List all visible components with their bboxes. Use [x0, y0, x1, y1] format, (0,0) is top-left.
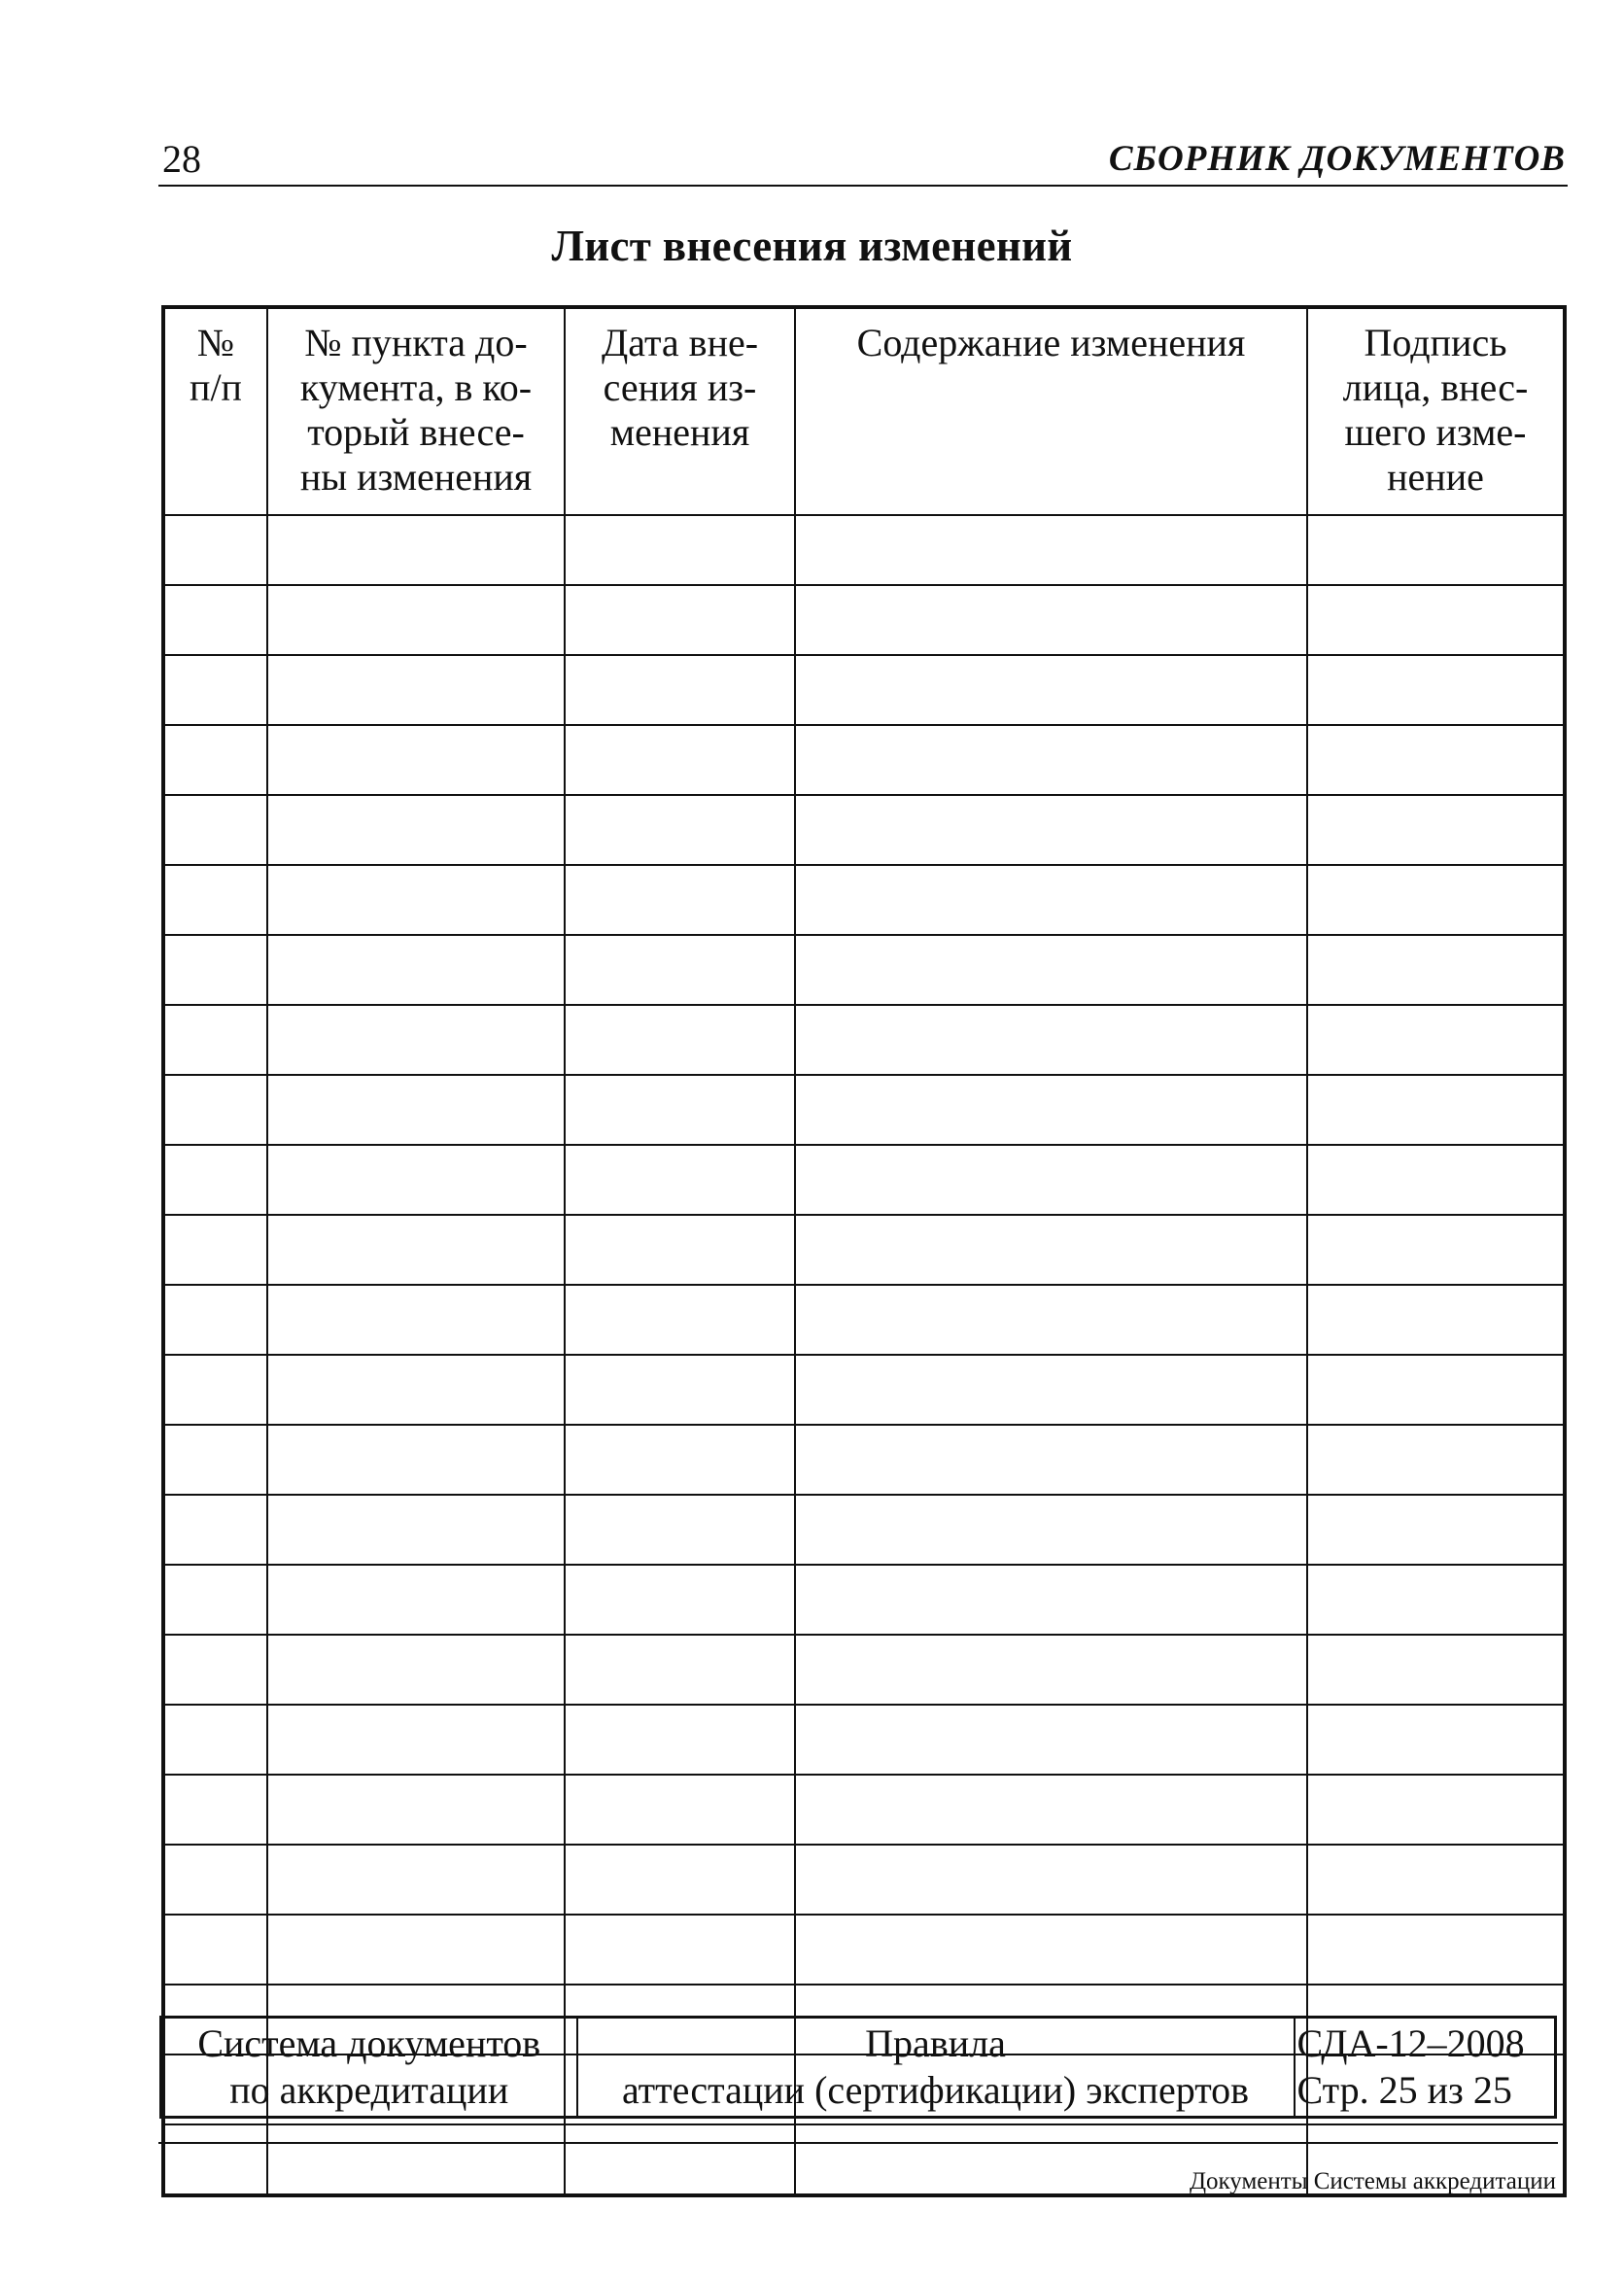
- table-cell: [267, 1425, 565, 1495]
- table-cell: [565, 1145, 795, 1215]
- table-cell: [163, 1215, 267, 1285]
- table-cell: [795, 1915, 1307, 1985]
- table-cell: [795, 1705, 1307, 1775]
- table-cell: [267, 2124, 565, 2195]
- table-row: [163, 585, 1565, 655]
- table-cell: [565, 2124, 795, 2195]
- table-cell: [795, 935, 1307, 1005]
- table-cell: [267, 1355, 565, 1425]
- table-cell: [795, 585, 1307, 655]
- table-cell: [795, 1635, 1307, 1705]
- table-cell: [795, 1565, 1307, 1635]
- table-cell: [795, 1845, 1307, 1915]
- table-cell: [163, 655, 267, 725]
- table-cell: [267, 515, 565, 585]
- column-header-number: № п/п: [163, 307, 267, 515]
- table-row: [163, 655, 1565, 725]
- page-title: Лист внесения изменений: [551, 222, 1073, 270]
- table-cell: [565, 935, 795, 1005]
- table-cell: [163, 1495, 267, 1565]
- table-cell: [267, 1845, 565, 1915]
- table-cell: [1307, 1635, 1565, 1705]
- table-cell: [163, 1635, 267, 1705]
- table-cell: [565, 1215, 795, 1285]
- table-body: [163, 515, 1565, 2195]
- header-rule: [158, 185, 1568, 187]
- table-cell: [163, 865, 267, 935]
- table-cell: [565, 1775, 795, 1845]
- table-cell: [267, 1705, 565, 1775]
- table-cell: [1307, 515, 1565, 585]
- table-cell: [565, 725, 795, 795]
- document-footer-block: [159, 2016, 1557, 2119]
- table-row: [163, 1845, 1565, 1915]
- table-row: [163, 1425, 1565, 1495]
- column-header-signature: Подпись лица, внес- шего изме- нение: [1307, 307, 1565, 515]
- table-cell: [795, 1425, 1307, 1495]
- table-cell: [1307, 935, 1565, 1005]
- table-cell: [1307, 725, 1565, 795]
- table-cell: [795, 1075, 1307, 1145]
- table-cell: [795, 1215, 1307, 1285]
- table-cell: [267, 1215, 565, 1285]
- table-cell: [267, 1145, 565, 1215]
- column-header-date: Дата вне- сения из- менения: [565, 307, 795, 515]
- table-cell: [1307, 1845, 1565, 1915]
- table-row: [163, 1705, 1565, 1775]
- change-log-table: [161, 305, 1567, 2197]
- table-cell: [565, 585, 795, 655]
- table-row: [163, 795, 1565, 865]
- table-cell: [267, 1775, 565, 1845]
- table-cell: [795, 1145, 1307, 1215]
- table-cell: [163, 1425, 267, 1495]
- table-cell: [565, 1915, 795, 1985]
- table-cell: [565, 1845, 795, 1915]
- table-cell: [795, 795, 1307, 865]
- table-cell: [163, 1705, 267, 1775]
- column-header-clause: № пункта до- кумента, в ко- торый внесе- ны изменения: [267, 307, 565, 515]
- table-cell: [267, 585, 565, 655]
- table-cell: [565, 515, 795, 585]
- table-cell: [1307, 585, 1565, 655]
- table-cell: [163, 795, 267, 865]
- table-header-row: [163, 307, 1565, 515]
- running-head: СБОРНИК ДОКУМЕНТОВ: [1108, 139, 1566, 179]
- table-cell: [565, 1635, 795, 1705]
- table-cell: [267, 655, 565, 725]
- table-cell: [267, 935, 565, 1005]
- page-number: 28: [162, 137, 201, 181]
- table-cell: [1307, 1005, 1565, 1075]
- table-cell: [163, 1145, 267, 1215]
- table-cell: [1307, 1145, 1565, 1215]
- table-row: [163, 935, 1565, 1005]
- table-cell: [163, 1355, 267, 1425]
- table-cell: [565, 1285, 795, 1355]
- table-row: [163, 725, 1565, 795]
- table-cell: [1307, 795, 1565, 865]
- table-cell: [163, 1005, 267, 1075]
- table-row: [163, 1285, 1565, 1355]
- column-header-content: Содержание изменения: [795, 307, 1307, 515]
- table-cell: [163, 1775, 267, 1845]
- footer-document-code: СДА-12–2008 Стр. 25 из 25: [1295, 2018, 1556, 2118]
- table-cell: [267, 1005, 565, 1075]
- table-cell: [163, 725, 267, 795]
- table-cell: [163, 585, 267, 655]
- table-cell: [1307, 1915, 1565, 1985]
- table-row: [163, 1215, 1565, 1285]
- table-cell: [163, 1845, 267, 1915]
- table-cell: [565, 1005, 795, 1075]
- table-cell: [1307, 1355, 1565, 1425]
- table-cell: [163, 1565, 267, 1635]
- table-cell: [1307, 1705, 1565, 1775]
- table-cell: [1307, 1285, 1565, 1355]
- table-cell: [267, 1915, 565, 1985]
- table-row: [163, 1145, 1565, 1215]
- table-cell: [565, 655, 795, 725]
- table-cell: [565, 865, 795, 935]
- table-cell: [565, 795, 795, 865]
- table-row: [163, 1635, 1565, 1705]
- table-cell: [267, 1565, 565, 1635]
- table-cell: [163, 2124, 267, 2195]
- table-cell: [1307, 1495, 1565, 1565]
- table-row: [163, 1075, 1565, 1145]
- table-cell: [565, 1705, 795, 1775]
- table-cell: [565, 1495, 795, 1565]
- table-cell: [163, 515, 267, 585]
- table-cell: [795, 1285, 1307, 1355]
- footer-rule: [158, 2142, 1558, 2144]
- table-cell: [1307, 865, 1565, 935]
- table-cell: [565, 1425, 795, 1495]
- table-row: [163, 1495, 1565, 1565]
- table-cell: [267, 1495, 565, 1565]
- table-row: [163, 515, 1565, 585]
- table-cell: [1307, 1215, 1565, 1285]
- table-cell: [565, 1355, 795, 1425]
- table-row: [163, 1775, 1565, 1845]
- table-cell: [163, 1915, 267, 1985]
- footer-document-title: Правила аттестации (сертификации) экспертов: [577, 2018, 1295, 2118]
- footer-system-name: Система документов по аккредитации: [161, 2018, 577, 2118]
- table-row: [163, 1355, 1565, 1425]
- table-cell: [1307, 1775, 1565, 1845]
- table-cell: [1307, 1565, 1565, 1635]
- table-row: [163, 865, 1565, 935]
- table-row: [163, 1565, 1565, 1635]
- table-cell: [795, 1495, 1307, 1565]
- table-cell: [267, 1075, 565, 1145]
- table-cell: [795, 865, 1307, 935]
- table-row: [163, 1915, 1565, 1985]
- table-cell: [795, 1355, 1307, 1425]
- table-cell: [163, 1285, 267, 1355]
- table-cell: [795, 515, 1307, 585]
- table-cell: [267, 725, 565, 795]
- table-cell: [1307, 655, 1565, 725]
- table-cell: [267, 795, 565, 865]
- table-cell: [267, 1285, 565, 1355]
- table-cell: [795, 1005, 1307, 1075]
- footer-credit: Документы Системы аккредитации: [1189, 2168, 1556, 2194]
- table-cell: [565, 1075, 795, 1145]
- table-cell: [795, 725, 1307, 795]
- table-cell: [1307, 1425, 1565, 1495]
- table-cell: [267, 865, 565, 935]
- table-cell: [565, 1565, 795, 1635]
- table-cell: [795, 655, 1307, 725]
- table-cell: [795, 1775, 1307, 1845]
- table-cell: [1307, 1075, 1565, 1145]
- table-row: [163, 1005, 1565, 1075]
- table-cell: [267, 1635, 565, 1705]
- table-cell: [163, 1075, 267, 1145]
- table-cell: [163, 935, 267, 1005]
